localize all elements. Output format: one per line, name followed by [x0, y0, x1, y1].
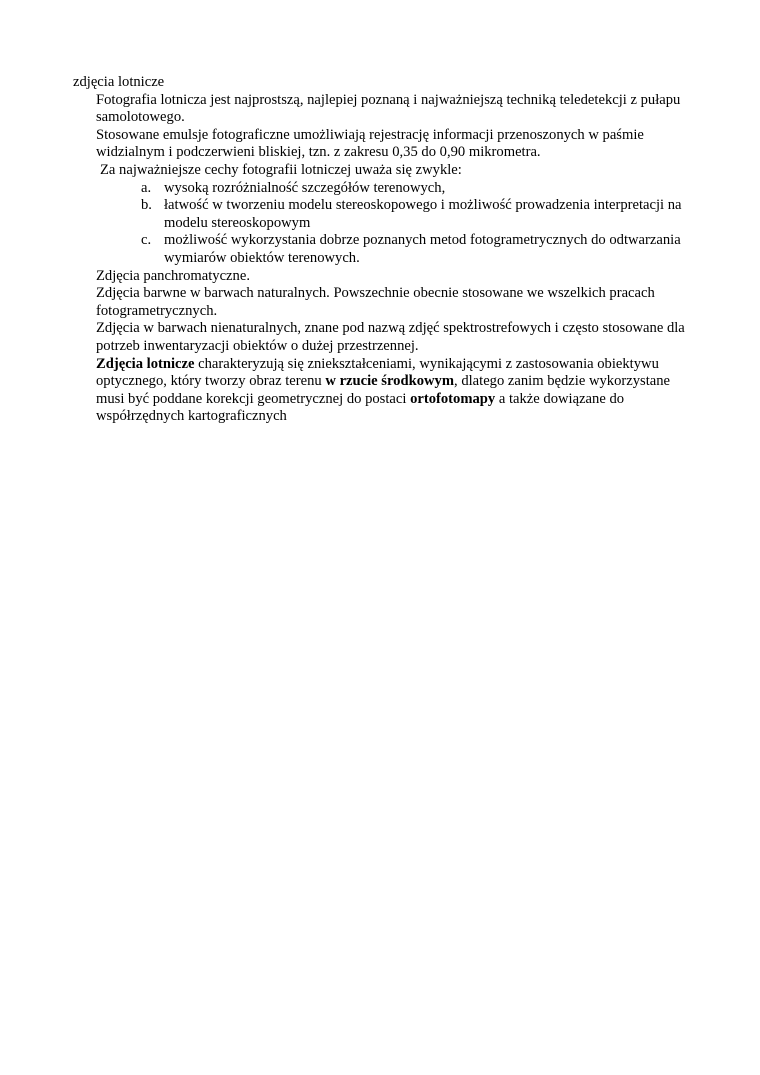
document-body [96, 92, 693, 426]
document-page [73, 74, 693, 426]
list-item [96, 180, 693, 198]
bold-term: Zdjęcia lotnicze [96, 355, 195, 372]
features-lead-paragraph: Za najważniejsze cechy fotografii lotniczej uważa się zwykle: [100, 161, 462, 178]
list-marker: a. [141, 179, 152, 196]
list-item [96, 197, 693, 232]
list-marker: b. [141, 197, 152, 214]
features-list [96, 180, 693, 268]
summary-text: , dlatego zanim będzie wykorzystane musi być poddane korekcji geometrycznej do postaci [96, 373, 671, 407]
bold-term: w rzucie środkowym [325, 373, 455, 390]
false-color-paragraph: Zdjęcia w barwach nienaturalnych, znane pod nazwą zdjęć spektrostrefowych i często stosowane dla potrzeb inwentaryzacji obiektów o dużej przestrzennej. [96, 320, 685, 354]
summary-text: charakteryzują się zniekształceniami, wynikającymi z zastosowania obiektywu optycznego, który tworzy obraz terenu [96, 355, 659, 390]
list-item-text: możliwość wykorzystania dobrze poznanych metod fotogrametrycznych do odtwarzania wymiarów obiektów terenowych. [164, 232, 681, 266]
emulsions-paragraph: Stosowane emulsje fotograficzne umożliwiają rejestrację informacji przenoszonych w paśmie widzialnym i podczerwieni bliskiej, tzn. z zakresu 0,35 do 0,90 mikrometra. [96, 126, 644, 161]
list-item-text: wysoką rozróżnialność szczegółów terenowych, [164, 179, 446, 196]
summary-paragraph [96, 356, 693, 426]
intro-paragraph: Fotografia lotnicza jest najprostszą, najlepiej poznaną i najważniejszą techniką teledetekcji z pułapu samolotowego. [96, 91, 681, 126]
panchromatic-paragraph: Zdjęcia panchromatyczne. [96, 267, 250, 284]
summary-text: a także dowiązane do współrzędnych kartograficznych [96, 390, 625, 425]
list-item-text: łatwość w tworzeniu modelu stereoskopowego i możliwość prowadzenia interpretacji na modelu stereoskopowym [164, 197, 682, 231]
list-item [96, 232, 693, 267]
bold-term: ortofotomapy [410, 390, 496, 407]
natural-color-paragraph: Zdjęcia barwne w barwach naturalnych. Powszechnie obecnie stosowane we wszelkich pracach fotogrametrycznych. [96, 285, 655, 319]
document-heading: zdjęcia lotnicze [73, 74, 165, 90]
list-marker: c. [141, 232, 152, 249]
